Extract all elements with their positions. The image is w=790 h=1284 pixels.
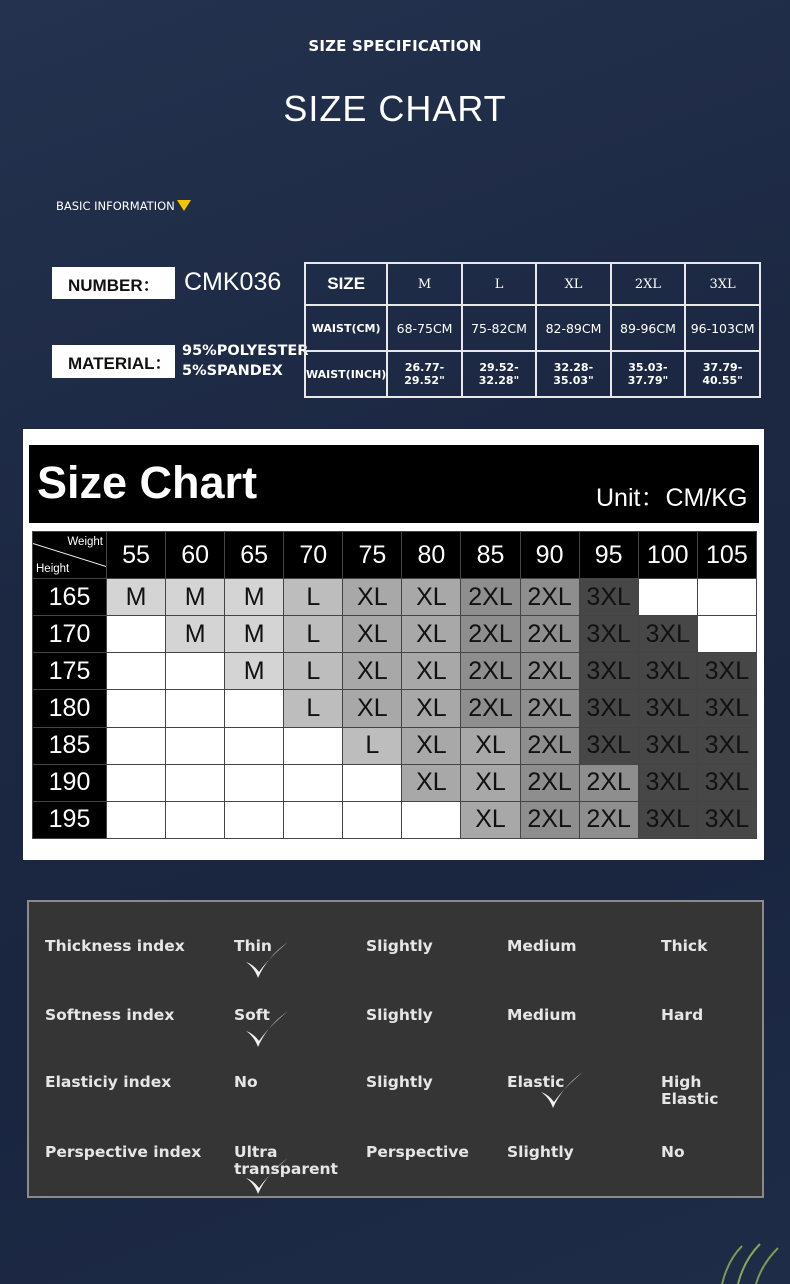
height-header-175: 175	[33, 653, 107, 690]
size-cell: 3XL	[579, 690, 638, 727]
size-cell	[225, 690, 284, 727]
material-line-2: 5%SPANDEX	[182, 363, 283, 379]
height-row-185	[33, 727, 757, 764]
perspective-option-2: Slightly	[507, 1143, 574, 1161]
material-value	[182, 341, 308, 381]
size-cell: 2XL	[520, 653, 579, 690]
size-cell	[402, 801, 461, 838]
thickness-option-0: Thin	[234, 937, 272, 955]
size-cell: XL	[461, 801, 520, 838]
size-cell: XL	[402, 616, 461, 653]
height-row-165	[33, 579, 757, 616]
size-cell	[225, 727, 284, 764]
size-cell	[107, 690, 166, 727]
weight-header-70: 70	[284, 532, 343, 579]
weight-header-60: 60	[166, 532, 225, 579]
size-cell: 3XL	[638, 690, 697, 727]
elasticity-option-3: High Elastic	[661, 1073, 719, 1108]
size-cell: 2XL	[461, 579, 520, 616]
size-cell: 3XL	[579, 616, 638, 653]
grid-corner	[33, 532, 107, 579]
size-cell	[107, 727, 166, 764]
spec-cell: 96-103CM	[685, 305, 760, 351]
spec-cell: 37.79-40.55"	[685, 351, 760, 397]
size-grid-table	[32, 531, 757, 839]
spec-header-m: M	[387, 263, 461, 305]
size-specification-heading: SIZE SPECIFICATION	[308, 37, 482, 55]
height-header-185: 185	[33, 727, 107, 764]
spec-cell: 26.77-29.52"	[387, 351, 461, 397]
size-cell	[166, 690, 225, 727]
size-cell: 3XL	[697, 801, 756, 838]
weight-header-75: 75	[343, 532, 402, 579]
size-cell: 2XL	[520, 727, 579, 764]
size-cell: XL	[343, 579, 402, 616]
size-cell: 3XL	[638, 801, 697, 838]
size-cell	[343, 801, 402, 838]
size-cell: XL	[343, 653, 402, 690]
weight-header-95: 95	[579, 532, 638, 579]
size-cell: L	[284, 653, 343, 690]
size-cell: 2XL	[520, 764, 579, 801]
size-cell: XL	[402, 579, 461, 616]
page-title: SIZE CHART	[283, 88, 507, 129]
size-cell: 3XL	[579, 727, 638, 764]
material-label: MATERIAL：	[52, 345, 175, 378]
size-cell	[697, 616, 756, 653]
size-cell	[697, 579, 756, 616]
size-cell	[638, 579, 697, 616]
elasticity-option-2: Elastic	[507, 1073, 565, 1091]
spec-header-3xl: 3XL	[685, 263, 760, 305]
check-mark-icon	[242, 940, 290, 982]
softness-option-0: Soft	[234, 1006, 270, 1024]
weight-header-65: 65	[225, 532, 284, 579]
height-header-170: 170	[33, 616, 107, 653]
weight-header-105: 105	[697, 532, 756, 579]
size-chart-title: Size Chart	[37, 457, 258, 508]
size-cell	[166, 764, 225, 801]
size-cell: M	[107, 579, 166, 616]
size-cell: 2XL	[520, 616, 579, 653]
spec-cell: 29.52-32.28"	[462, 351, 536, 397]
corner-weight-label: Weight	[67, 536, 103, 548]
thickness-option-1: Slightly	[366, 937, 433, 955]
spec-cell: 32.28-35.03"	[536, 351, 610, 397]
size-cell: XL	[461, 764, 520, 801]
size-cell: 2XL	[461, 690, 520, 727]
spec-cell: 35.03-37.79"	[611, 351, 685, 397]
size-cell: 3XL	[697, 653, 756, 690]
size-cell	[343, 764, 402, 801]
perspective-option-1: Perspective	[366, 1143, 469, 1161]
size-cell: M	[225, 653, 284, 690]
size-cell: 2XL	[579, 764, 638, 801]
spec-header-xl: XL	[536, 263, 610, 305]
spec-row-label-inch: WAIST(INCH)	[305, 351, 387, 397]
size-cell	[166, 727, 225, 764]
size-cell	[166, 653, 225, 690]
height-row-180	[33, 690, 757, 727]
height-header-195: 195	[33, 801, 107, 838]
spec-header-2xl: 2XL	[611, 263, 685, 305]
weight-header-55: 55	[107, 532, 166, 579]
size-cell: M	[166, 579, 225, 616]
size-cell: 3XL	[697, 727, 756, 764]
spec-cell: 82-89CM	[536, 305, 610, 351]
size-cell	[107, 801, 166, 838]
triangle-down-icon	[177, 200, 191, 211]
weight-header-85: 85	[461, 532, 520, 579]
waist-spec-table	[304, 262, 761, 398]
check-mark-icon	[242, 1009, 290, 1051]
perspective-option-0: Ultra transparent	[234, 1143, 338, 1178]
softness-index-label: Softness index	[45, 1006, 175, 1024]
size-cell	[166, 801, 225, 838]
softness-option-3: Hard	[661, 1006, 704, 1024]
size-cell: 3XL	[697, 764, 756, 801]
size-cell	[284, 727, 343, 764]
size-cell	[284, 801, 343, 838]
height-header-165: 165	[33, 579, 107, 616]
size-cell: L	[284, 690, 343, 727]
size-cell: 2XL	[520, 690, 579, 727]
leaf-decoration-icon	[712, 1238, 790, 1284]
number-value: CMK036	[184, 268, 282, 296]
size-cell: 2XL	[520, 579, 579, 616]
weight-header-90: 90	[520, 532, 579, 579]
size-cell: 3XL	[638, 616, 697, 653]
thickness-index-label: Thickness index	[45, 937, 185, 955]
size-cell	[284, 764, 343, 801]
size-cell: L	[343, 727, 402, 764]
height-row-190	[33, 764, 757, 801]
material-line-1: 95%POLYESTER	[182, 343, 309, 359]
size-cell: M	[166, 616, 225, 653]
size-cell	[225, 764, 284, 801]
basic-information-label	[56, 199, 191, 213]
height-header-180: 180	[33, 690, 107, 727]
size-cell	[107, 764, 166, 801]
check-mark-icon	[537, 1070, 585, 1112]
thickness-option-2: Medium	[507, 937, 577, 955]
size-cell: XL	[402, 653, 461, 690]
thickness-option-3: Thick	[661, 937, 708, 955]
height-row-195	[33, 801, 757, 838]
size-cell: M	[225, 616, 284, 653]
height-header-190: 190	[33, 764, 107, 801]
perspective-index-label: Perspective index	[45, 1143, 202, 1161]
size-cell: 2XL	[461, 616, 520, 653]
size-cell	[225, 801, 284, 838]
size-cell	[107, 616, 166, 653]
weight-header-100: 100	[638, 532, 697, 579]
size-cell: XL	[461, 727, 520, 764]
size-cell: 2XL	[579, 801, 638, 838]
size-cell: XL	[402, 727, 461, 764]
spec-cell: 75-82CM	[462, 305, 536, 351]
elasticity-index-label: Elasticiy index	[45, 1073, 172, 1091]
elasticity-option-0: No	[234, 1073, 258, 1091]
size-cell: 3XL	[697, 690, 756, 727]
size-cell: XL	[343, 690, 402, 727]
check-mark-icon	[242, 1156, 290, 1198]
size-cell: 2XL	[461, 653, 520, 690]
height-row-170	[33, 616, 757, 653]
elasticity-option-1: Slightly	[366, 1073, 433, 1091]
corner-height-label: Height	[36, 563, 70, 576]
height-row-175	[33, 653, 757, 690]
spec-cell: 68-75CM	[387, 305, 461, 351]
size-cell: XL	[402, 690, 461, 727]
height-weight-size-grid	[32, 531, 757, 839]
size-cell: M	[225, 579, 284, 616]
spec-row-label-cm: WAIST(CM)	[305, 305, 387, 351]
spec-cell: 89-96CM	[611, 305, 685, 351]
size-cell: 3XL	[638, 653, 697, 690]
basic-information-text: BASIC INFORMATION	[56, 199, 175, 213]
size-cell: XL	[343, 616, 402, 653]
size-cell: L	[284, 616, 343, 653]
weight-header-80: 80	[402, 532, 461, 579]
size-cell	[107, 653, 166, 690]
size-cell: 3XL	[579, 653, 638, 690]
number-label: NUMBER：	[52, 267, 175, 299]
size-cell: 2XL	[520, 801, 579, 838]
size-cell: 3XL	[638, 764, 697, 801]
perspective-option-3: No	[661, 1143, 685, 1161]
softness-option-2: Medium	[507, 1006, 577, 1024]
spec-header-size: SIZE	[305, 263, 387, 305]
size-cell: L	[284, 579, 343, 616]
size-cell: 3XL	[579, 579, 638, 616]
size-cell: 3XL	[638, 727, 697, 764]
size-cell: XL	[402, 764, 461, 801]
spec-header-l: L	[462, 263, 536, 305]
softness-option-1: Slightly	[366, 1006, 433, 1024]
size-chart-unit: Unit：CM/KG	[596, 484, 748, 512]
